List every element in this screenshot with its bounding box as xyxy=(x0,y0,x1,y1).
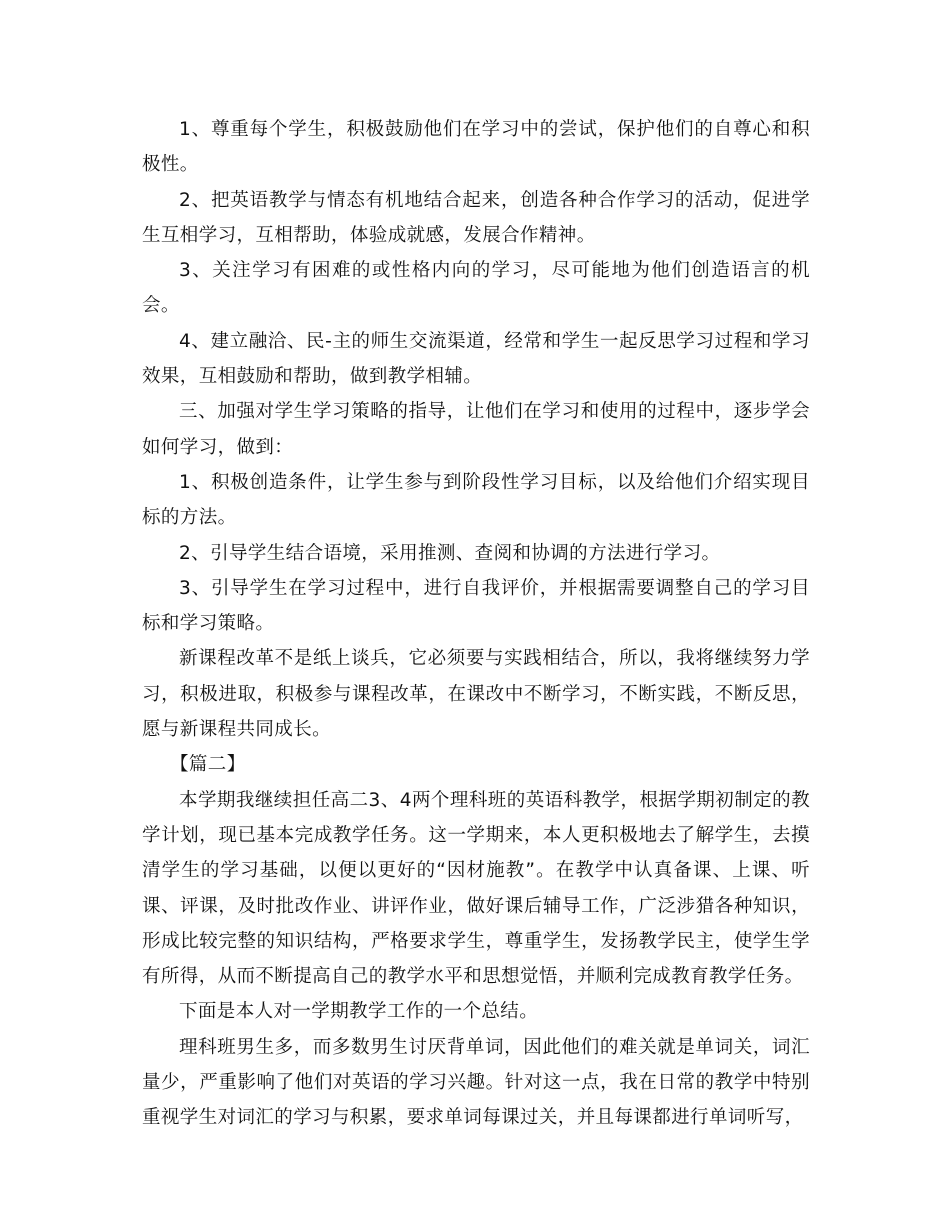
paragraph-3: 3、关注学习有困难的或性格内向的学习，尽可能地为他们创造语言的机会。 xyxy=(142,260,810,317)
paragraph-11: 理科班男生多，而多数男生讨厌背单词，因此他们的难关就是单词关，词汇量少，严重影响了他们对英语的学习兴趣。针对这一点，我在日常的教学中特别重视学生对词汇的学习与积累，要求单词每课过关，并且每课都进行单词听写， xyxy=(142,1036,810,1129)
paragraph-4: 4、建立融洽、民-主的师生交流渠道，经常和学生一起反思学习过程和学习效果，互相鼓励和帮助，做到教学相辅。 xyxy=(142,330,810,388)
paragraph-9: 本学期我继续担任高二3、4两个理科班的英语科教学，根据学期初制定的教学计划，现已基本完成教学任务。这一学期来，本人更积极地去了解学生，去摸清学生的学习基础，以便以更好的“因材施教”。在教学中认真备课、上课、听课、评课，及时批改作业、讲评作业，做好课后辅导工作，广泛涉猎各种知识，形成比较完整的知识结构，严格要求学生，尊重学生，发扬教学民主，使学生学有所得，从而不断提高自己的教学水平和思想觉悟，并顺利完成教育教学任务。 xyxy=(142,789,810,988)
paragraph-6: 2、引导学生结合语境，采用推测、查阅和协调的方法进行学习。 xyxy=(179,542,721,564)
paragraph-1: 1、尊重每个学生，积极鼓励他们在学习中的尝试，保护他们的自尊心和积极性。 xyxy=(142,119,810,176)
section-heading-3: 三、加强对学生学习策略的指导，让他们在学习和使用的过程中，逐步学会如何学习，做到： xyxy=(142,401,810,458)
part-two-heading: 【篇二】 xyxy=(170,754,246,776)
paragraph-2: 2、把英语教学与情态有机地结合起来，创造各种合作学习的活动，促进学生互相学习，互相帮助，体验成就感，发展合作精神。 xyxy=(142,189,810,246)
paragraph-10: 下面是本人对一学期教学工作的一个总结。 xyxy=(179,1001,539,1023)
paragraph-8: 新课程改革不是纸上谈兵，它必须要与实践相结合，所以，我将继续努力学习，积极进取，积极参与课程改革，在课改中不断学习，不断实践，不断反思，愿与新课程共同成长。 xyxy=(142,648,810,741)
paragraph-7: 3、引导学生在学习过程中，进行自我评价，并根据需要调整自己的学习目标和学习策略。 xyxy=(142,577,810,635)
paragraph-5: 1、积极创造条件，让学生参与到阶段性学习目标，以及给他们介绍实现目标的方法。 xyxy=(142,471,810,529)
